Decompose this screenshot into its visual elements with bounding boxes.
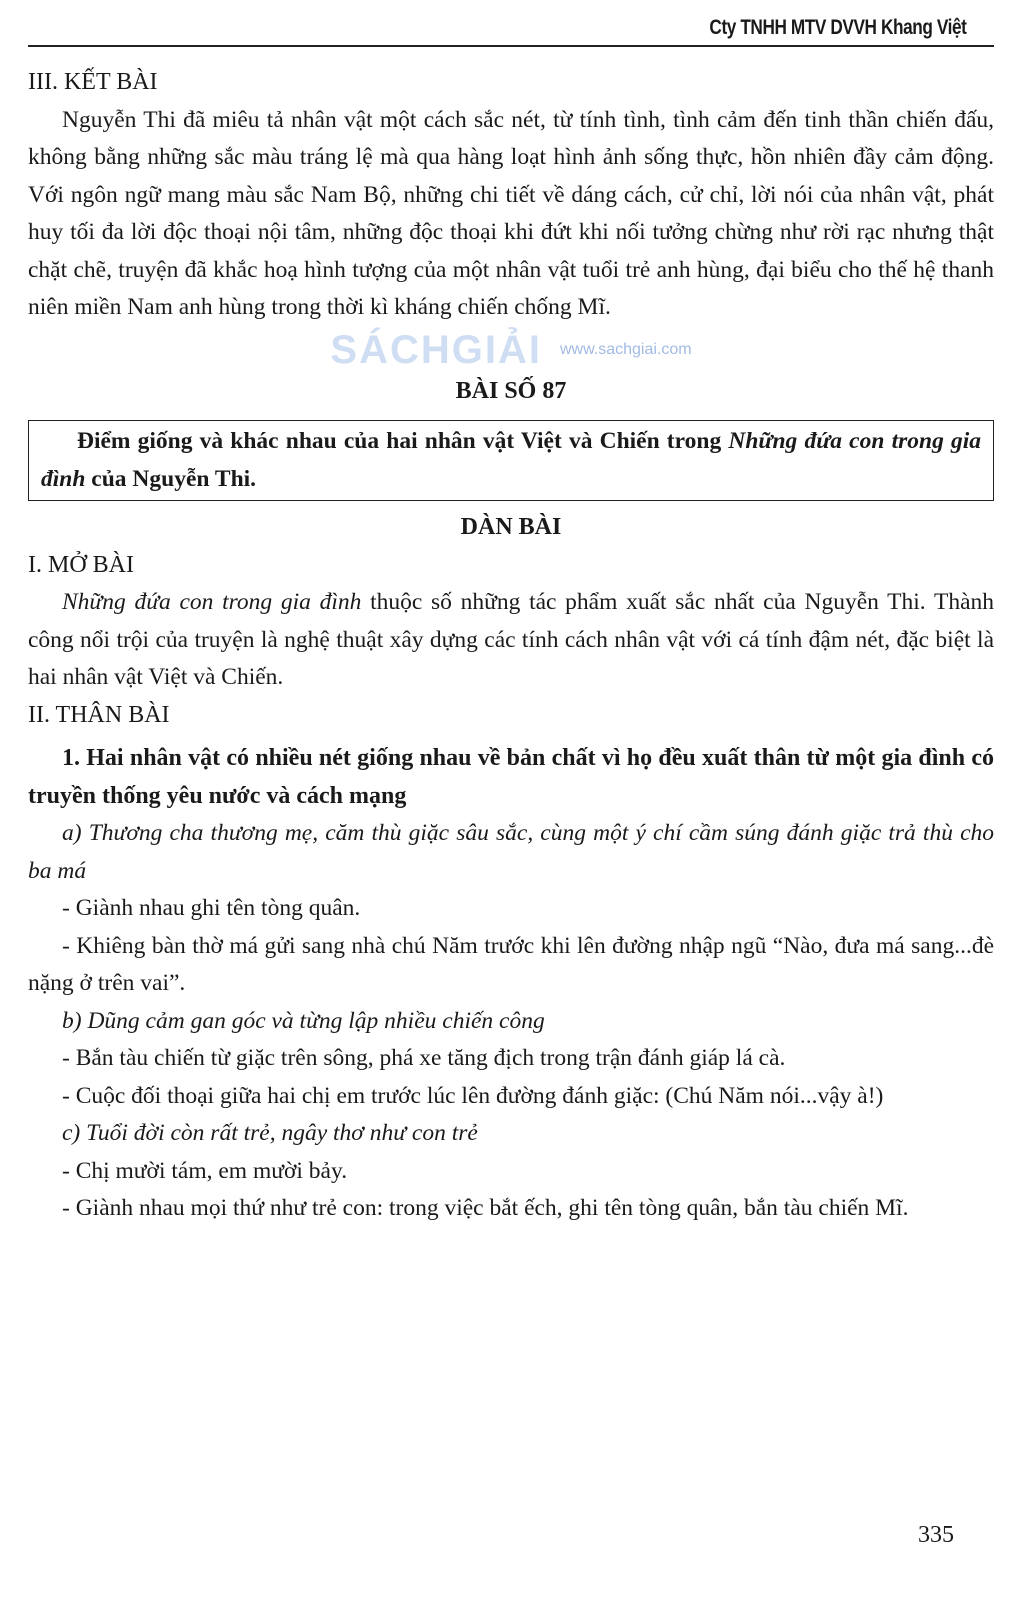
page-number: 335 <box>918 1522 954 1548</box>
subsection-b-title: b) Dũng cảm gan góc và từng lập nhiều chiến công <box>62 1007 545 1034</box>
list-item: - Chị mười tám, em mười bảy. <box>62 1157 348 1184</box>
list-item: - Giành nhau ghi tên tòng quân. <box>62 895 361 921</box>
subsection-a-title: a) Thương cha thương mẹ, căm thù giặc sâu sắc, cùng một ý chí cầm súng đánh giặc trả thù cho ba má <box>28 820 994 884</box>
prompt-work-title: Những đứa con trong gia đình <box>41 428 981 492</box>
than-bai-heading: II. THÂN BÀI <box>28 701 170 728</box>
exercise-prompt-box <box>28 420 994 501</box>
subsection-c-title: c) Tuổi đời còn rất trẻ, ngây thơ như con trẻ <box>62 1120 478 1146</box>
header-rule <box>28 45 994 47</box>
prompt-text: Điểm giống và khác nhau của hai nhân vật Việt và Chiến trong <box>77 428 729 454</box>
ket-bai-paragraph: Nguyễn Thi đã miêu tả nhân vật một cách sắc nét, từ tính tình, tình cảm đến tinh thần chiến đấu, không bằng những sắc màu tráng lệ mà qua hàng loạt hình ảnh sống thực, hồn nhiên đầy cảm động. Với ngôn ngữ mang màu sắc Nam Bộ, những chi tiết về dáng cách, cử chỉ, lời nói của nhân vật, phát huy tối đa lời độc thoại nội tâm, những độc thoại khi đứt khi nối tưởng chừng như rời rạc nhưng thật chặt chẽ, truyện đã khắc hoạ hình tượng của một nhân vật tuổi trẻ anh hùng, đại biểu cho thế hệ thanh niên miền Nam anh hùng trong thời kì kháng chiến chống Mĩ. <box>28 106 994 320</box>
list-item: - Bắn tàu chiến từ giặc trên sông, phá xe tăng địch trong trận đánh giáp lá cà. <box>62 1045 786 1071</box>
work-title: Những đứa con trong gia đình <box>62 589 362 615</box>
watermark-url: www.sachgiai.com <box>559 340 692 358</box>
watermark-logo: SÁCHGIẢI <box>330 327 542 372</box>
mo-bai-text: thuộc số những tác phẩm xuất sắc nhất của Nguyễn Thi. Thành công nổi trội của truyện là nghệ thuật xây dựng các tính cách nhân vật với cá tính đậm nét, đặc biệt là hai nhân vật Việt và Chiến. <box>28 589 994 690</box>
list-item: - Khiêng bàn thờ má gửi sang nhà chú Năm trước khi lên đường nhập ngũ “Nào, đưa má sang...đè nặng ở trên vai”. <box>28 932 994 996</box>
section-1-heading: 1. Hai nhân vật có nhiều nét giống nhau về bản chất vì họ đều xuất thân từ một gia đình có truyền thống yêu nước và cách mạng <box>28 745 994 809</box>
page-body <box>28 64 994 1228</box>
running-header: Cty TNHH MTV DVVH Khang Việt <box>708 16 966 39</box>
ket-bai-heading: III. KẾT BÀI <box>28 69 158 95</box>
mo-bai-paragraph <box>28 584 994 697</box>
mo-bai-heading: I. MỞ BÀI <box>28 551 134 578</box>
exercise-title: BÀI SỐ 87 <box>455 377 567 404</box>
list-item: - Giành nhau mọi thứ như trẻ con: trong việc bắt ếch, ghi tên tòng quân, bắn tàu chiến Mĩ. <box>62 1195 909 1221</box>
list-item: - Cuộc đối thoại giữa hai chị em trước lúc lên đường đánh giặc: (Chú Năm nói...vậy à!) <box>62 1082 884 1109</box>
watermark <box>28 327 994 373</box>
outline-title: DÀN BÀI <box>460 514 562 540</box>
prompt-author: của Nguyễn Thi. <box>85 465 257 492</box>
